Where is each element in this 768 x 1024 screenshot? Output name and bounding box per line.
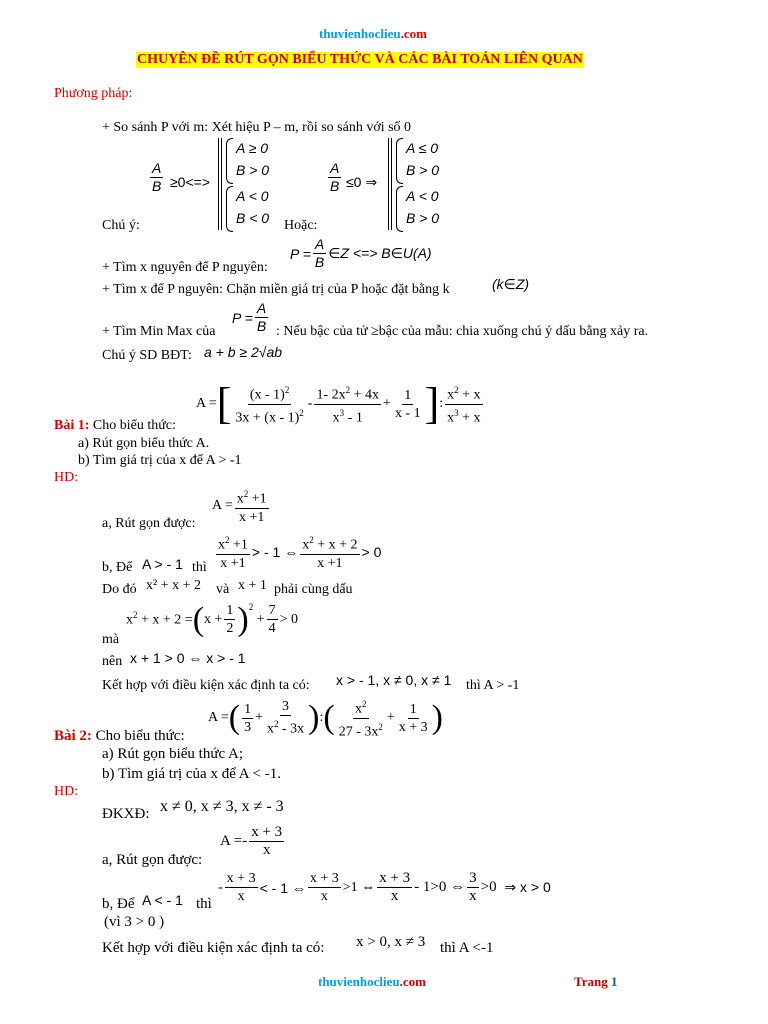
brace-3 xyxy=(396,138,403,184)
bai1-ket-hop-expr: x > - 1, x ≠ 0, x ≠ 1 xyxy=(336,672,452,688)
bai1-expr1: x² + x + 2 xyxy=(146,578,201,593)
bai1-va: và xyxy=(216,582,230,597)
bdt-label: Chú ý SD BĐT: xyxy=(102,348,192,363)
note-label: Chú ý: xyxy=(102,218,140,233)
bai1-b-eq: $\frac{x^2 +1}{x +1}$ > - 1 ⇔ $\frac{x^2 + x + 2}{x +1}$ > 0 xyxy=(214,532,381,572)
page-label: Trang xyxy=(574,974,608,989)
p-rule: ∈Z <=> B∈U(A) xyxy=(328,245,432,261)
fraction-ab: $\frac{A}{B}$ xyxy=(152,160,162,194)
site-domain: .com xyxy=(400,26,427,41)
bai2-dkxd: ĐKXĐ: xyxy=(102,806,150,822)
bai2-hd: HD: xyxy=(54,784,79,799)
find-x: + Tìm x để P nguyên: Chặn miền giá trị của P hoặc đặt bằng k xyxy=(102,282,450,297)
p-divisor-rule: P = $\frac{A}{B}$ ∈Z <=> B∈U(A) xyxy=(290,236,432,270)
site-name: thuvienhoclieu xyxy=(319,26,401,41)
bai1-do-do: Do đó xyxy=(102,582,137,597)
bai1-expression: A = [ $\frac{(x - 1)^2}{3x + (x - 1)^2}$ - $\frac{1- 2x^2 + 4x}{x^3 - 1}$ + $\frac{1}{x - 1}$ ] : $\frac{x^2 + x}{x^3 + x}$ xyxy=(196,379,481,429)
site-header xyxy=(319,26,427,42)
system-bar-right xyxy=(388,138,392,230)
cond-a-leq: A ≤ 0 xyxy=(406,140,439,156)
brace-4 xyxy=(396,186,403,232)
or-label: Hoặc: xyxy=(284,218,318,233)
bai1-nen-expr: x + 1 > 0 ⇔ x > - 1 xyxy=(130,650,246,666)
footer-site xyxy=(318,974,426,990)
bai1-result: A = $\frac{x^2 +1}{x +1}$ xyxy=(212,486,271,526)
cond-b-gt: B > 0 xyxy=(236,162,270,178)
bdt-expr: a + b ≥ 2√ab xyxy=(204,344,283,360)
page-number xyxy=(574,974,617,990)
cond-a-lt: A < 0 xyxy=(236,188,269,204)
bai2-b-chain: - $\frac{x + 3}{x}$ < - 1 ⇔ $\frac{x + 3}{x}$ >1 ⇔ $\frac{x + 3}{x}$ - 1>0 ⇔ $\frac{3}{x}$ >0 ⇒ x > 0 xyxy=(218,870,551,904)
bai1-ket-hop: Kết hợp với điều kiện xác định ta có: xyxy=(102,678,310,693)
bai2-vi: (vì 3 > 0 ) xyxy=(104,914,165,930)
fraction-ab-2: $\frac{A}{B}$ xyxy=(330,160,340,194)
bai2-result: A =- $\frac{x + 3}{x}$ xyxy=(220,824,283,858)
bai1-rg: a, Rút gọn được: xyxy=(102,516,196,531)
brace-2 xyxy=(226,186,233,232)
p-eq: P = xyxy=(290,245,311,262)
bai2-dkxd-expr: x ≠ 0, x ≠ 3, x ≠ - 3 xyxy=(160,798,284,815)
bai2-b-cond: A < - 1 xyxy=(142,892,183,908)
bai2-qa: a) Rút gọn biểu thức A; xyxy=(102,746,244,762)
bai2-label: Bài 2: xyxy=(54,728,92,744)
bai1-intro: Cho biểu thức: xyxy=(92,418,176,433)
minmax-label: + Tìm Min Max của xyxy=(102,324,216,339)
bai2-expression: A = ( $\frac{1}{3}$ + $\frac{3}{x^2 - 3x}$ ) : ( $\frac{x^2}{27 - 3x^2}$ + $\frac{1}{x + 3}$ ) xyxy=(208,696,443,740)
bai2-ket-hop: Kết hợp với điều kiện xác định ta có: xyxy=(102,940,325,956)
bai1-nen: nên xyxy=(102,654,123,669)
footer-site-domain: .com xyxy=(399,974,426,989)
bai1-ma: mà xyxy=(102,632,120,647)
method-compare: + So sánh P với m: Xét hiệu P – m, rồi so sánh với số 0 xyxy=(102,120,412,135)
minmax-rule: : Nếu bậc của tử ≥bậc của mẫu: chia xuống chú ý dấu bằng xảy ra. xyxy=(276,324,649,339)
cond-b-gt-2: B > 0 xyxy=(406,162,440,178)
cond-b-lt: B < 0 xyxy=(236,210,270,226)
bai2-ket-hop-expr: x > 0, x ≠ 3 xyxy=(356,934,426,950)
rel-geq: ≥0<=> xyxy=(170,174,210,190)
bai2-qb: b) Tìm giá trị của x để A < -1. xyxy=(102,766,281,782)
bai2-rg: a, Rút gọn được: xyxy=(102,852,203,868)
bai1-label: Bài 1: xyxy=(54,418,90,433)
bai1-qa: a) Rút gọn biểu thức A. xyxy=(78,436,210,451)
bai1-b-cond: A > - 1 xyxy=(142,556,183,572)
minmax-p: P = $\frac{A}{B}$ xyxy=(232,300,267,334)
page-num: 1 xyxy=(610,974,618,989)
brace-1 xyxy=(226,138,233,184)
rel-leq: ≤0 ⇒ xyxy=(346,174,378,190)
bai1-b-de: b, Để xyxy=(102,560,133,575)
bai1-b-thi: thì xyxy=(192,560,207,575)
bai2-b-thi: thì xyxy=(196,896,212,912)
footer-site-name: thuvienhoclieu xyxy=(318,974,400,989)
bai1-ket-qua: thì A > -1 xyxy=(466,678,520,693)
bai2-intro: Cho biểu thức: xyxy=(95,728,185,744)
bai1-hd: HD: xyxy=(54,470,79,485)
bai1-same-sign: phải cùng dấu xyxy=(274,582,353,597)
bai1-square-expr: $x^2 + x + 2$ = ( x + $\frac{1}{2}$ ) $^2$ + $\frac{7}{4}$ > 0 xyxy=(126,600,299,638)
bai2-ket-qua: thì A <-1 xyxy=(440,940,494,956)
bai1-qb: b) Tìm giá trị của x để A > -1 xyxy=(78,453,242,468)
cond-b-gt-3: B > 0 xyxy=(406,210,440,226)
find-int-x: + Tìm x nguyên để P nguyên: xyxy=(102,260,268,275)
bai1-intro-line xyxy=(54,418,176,434)
bai1-expr2: x + 1 xyxy=(238,578,267,593)
cond-a-geq: A ≥ 0 xyxy=(236,140,269,156)
cond-a-lt-2: A < 0 xyxy=(406,188,439,204)
system-bar-left xyxy=(218,138,222,230)
bai2-intro-line xyxy=(54,728,185,745)
k-condition: (k∈Z) xyxy=(492,276,530,292)
method-heading: Phương pháp: xyxy=(54,86,133,101)
bai2-b-de: b, Để xyxy=(102,896,135,912)
page-title: CHUYÊN ĐỀ RÚT GỌN BIỂU THỨC VÀ CÁC BÀI TOÁN LIÊN QUAN xyxy=(137,52,583,67)
